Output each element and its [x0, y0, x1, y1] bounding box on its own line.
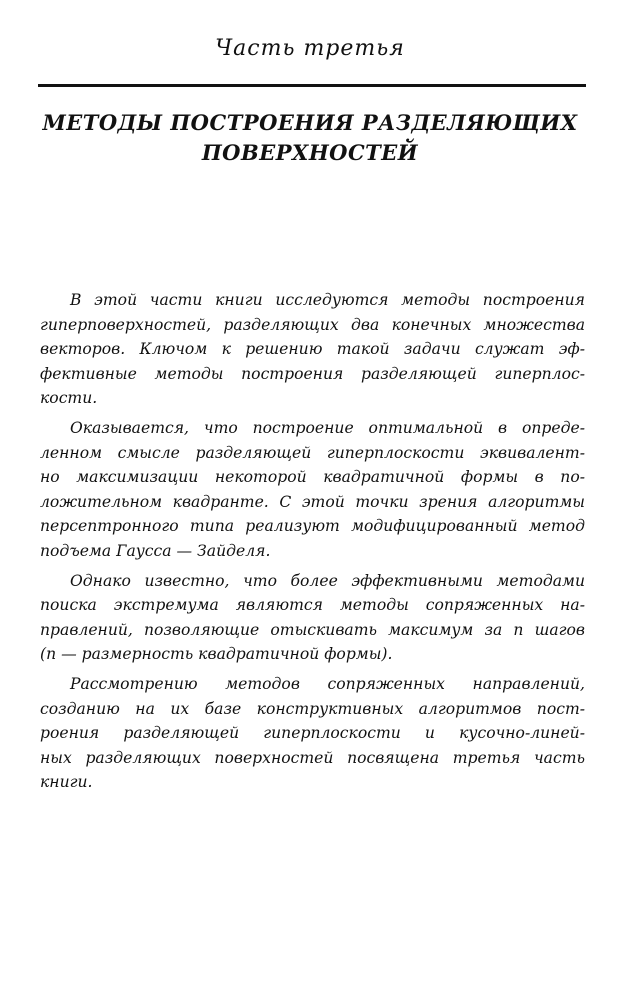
- text-line: Однако известно, что более эффективными методами: [70, 571, 585, 590]
- text-line: Рассмотрению методов сопряженных направлений,: [70, 674, 585, 693]
- text-line: Оказывается, что построение оптимальной в опреде-: [70, 418, 585, 437]
- text-line: персептронного типа реализуют модифицированный метод: [40, 517, 585, 536]
- text-line: правлений, позволяющие отыскивать максимум за n шагов: [40, 620, 585, 639]
- text-line: роения разделяющей гиперплоскости и кусочно-линей-: [40, 724, 585, 743]
- paragraph: [40, 416, 585, 564]
- text-line: но максимизации некоторой квадратичной формы в по-: [40, 468, 585, 487]
- paragraph: [40, 288, 585, 411]
- part-label: Часть третья: [215, 36, 405, 61]
- text-line: кости.: [40, 389, 98, 408]
- text-line: ложительном квадранте. С этой точки зрения алгоритмы: [40, 492, 585, 511]
- paragraph: [40, 569, 585, 667]
- text-line: (n — размерность квадратичной формы).: [40, 645, 393, 664]
- text-line: поиска экстремума являются методы сопряженных на-: [40, 596, 585, 615]
- text-line: подъема Гаусса — Зайделя.: [40, 541, 271, 560]
- text-line: векторов. Ключом к решению такой задачи служат эф-: [40, 340, 585, 359]
- text-line: созданию на их базе конструктивных алгоритмов пост-: [40, 699, 585, 718]
- body-text: [40, 288, 585, 800]
- text-line: ных разделяющих поверхностей посвящена третья часть: [40, 748, 585, 767]
- text-line: гиперповерхностей, разделяющих два конечных множества: [40, 315, 585, 334]
- text-line: фективные методы построения разделяющей гиперплос-: [40, 364, 585, 383]
- paragraph: [40, 672, 585, 795]
- text-line: В этой части книги исследуются методы построения: [70, 291, 585, 309]
- header-rule: [38, 84, 586, 87]
- section-title: [20, 108, 600, 168]
- section-title-line: ПОВЕРХНОСТЕЙ: [201, 140, 419, 165]
- text-line: ленном смысле разделяющей гиперплоскости эквивалент-: [40, 443, 585, 462]
- section-title-line: МЕТОДЫ ПОСТРОЕНИЯ РАЗДЕЛЯЮЩИХ: [42, 110, 578, 135]
- text-line: книги.: [40, 773, 93, 792]
